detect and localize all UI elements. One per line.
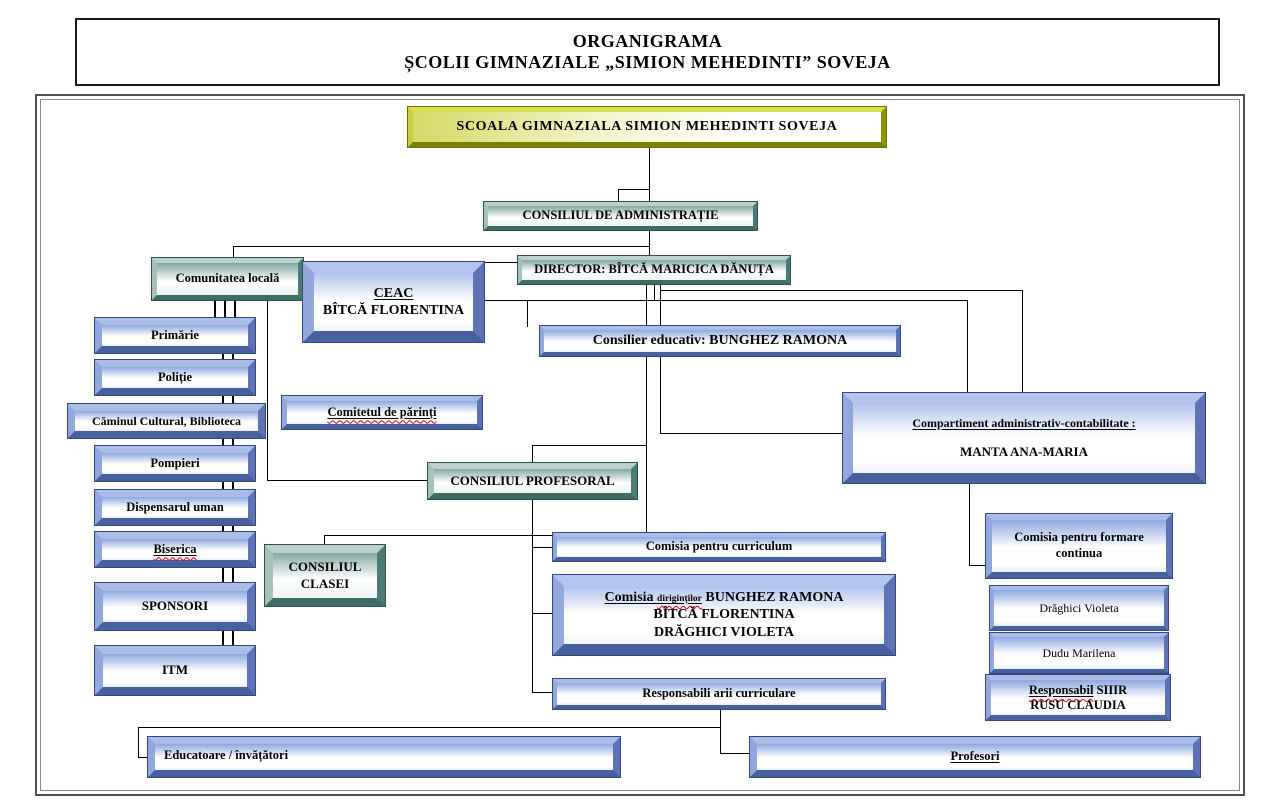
connector [222, 567, 224, 584]
node-comisia-diriginti-name2: BÎTCĂ FLORENTINA [653, 607, 795, 623]
node-itm [95, 646, 255, 695]
connector [483, 300, 968, 301]
node-comunitatea-locala [152, 258, 303, 300]
node-ceac [303, 262, 484, 342]
node-comisia-diriginti-name1: BUNGHEZ RAMONA [705, 589, 844, 605]
node-school [408, 107, 886, 147]
node-responsabil-siiir-word1: Responsabil [1028, 683, 1094, 698]
node-sponsori [95, 583, 255, 630]
connector [654, 284, 655, 301]
node-itm-label: ITM [162, 662, 188, 678]
node-consilier-educativ-label: Consilier educativ: BUNGHEZ RAMONA [592, 333, 848, 349]
connector [138, 727, 139, 758]
node-comunitatea-locala-label: Comunitatea locală [175, 271, 280, 286]
node-comisia-diriginti-name3: DRĂGHICI VIOLETA [654, 624, 794, 640]
node-compartiment-name: MANTA ANA-MARIA [960, 443, 1088, 459]
connector [720, 753, 751, 754]
connector [527, 300, 528, 327]
node-educatoare [148, 737, 620, 777]
connector [222, 630, 224, 647]
node-dispensarul-label: Dispensarul uman [126, 499, 224, 514]
node-comitetul-parinti [282, 396, 482, 429]
page-title-line2: ȘCOLII GIMNAZIALE „SIMION MEHEDINTI” SOVEJA [404, 52, 891, 72]
node-consiliul-profesoral-label: CONSILIUL PROFESORAL [450, 472, 615, 488]
node-compartiment [843, 393, 1205, 483]
node-comisia-curriculum [553, 533, 885, 561]
node-consiliul-profesoral [428, 463, 637, 499]
node-dispensarul [95, 490, 255, 525]
node-profesori [750, 737, 1200, 777]
node-comisia-diriginti-word1: Comisia [604, 589, 654, 605]
connector [618, 189, 619, 203]
connector [267, 480, 429, 481]
connector [618, 189, 650, 190]
node-biserica [95, 532, 255, 567]
node-responsabili-arii [553, 679, 885, 709]
node-primarie [95, 318, 255, 353]
node-sponsori-label: SPONSORI [141, 598, 209, 614]
node-consiliul-clasei-line2: CLASEI [300, 575, 350, 591]
node-consiliul-administratie-label: CONSILIUL DE ADMINISTRAȚIE [522, 208, 719, 223]
connector [483, 262, 518, 263]
connector [214, 300, 216, 319]
node-comisia-diriginti [553, 575, 895, 655]
connector [532, 445, 647, 446]
node-school-label: SCOALA GIMNAZIALA SIMION MEHEDINTI SOVEJA [456, 119, 838, 135]
node-director [518, 256, 790, 284]
connector [649, 145, 650, 202]
node-consiliul-clasei-line1: CONSILIUL [288, 559, 362, 575]
node-comitetul-parinti-label: Comitetul de părinți [327, 404, 437, 419]
connector [660, 433, 844, 434]
connector [232, 630, 234, 647]
connector [1022, 290, 1023, 394]
node-politie-label: Poliție [157, 369, 192, 384]
node-draghici-label: Drăghici Violeta [1039, 600, 1119, 615]
connector [967, 300, 968, 394]
node-ceac-name: BÎTCĂ FLORENTINA [322, 303, 465, 318]
connector [969, 565, 987, 566]
node-responsabil-siiir-word2: SIIIR [1096, 683, 1128, 698]
node-director-label: DIRECTOR: BÎTCĂ MARICICA DĂNUȚA [534, 262, 774, 277]
connector [224, 300, 226, 319]
node-ceac-title: CEAC [373, 285, 414, 301]
node-pompieri [95, 446, 255, 481]
connector [720, 709, 721, 754]
connector [324, 535, 554, 536]
connector [234, 300, 236, 319]
connector [660, 290, 1023, 291]
node-educatoare-label: Educatoare / învățători [164, 748, 289, 762]
node-responsabil-siiir-name: RUSU CLAUDIA [1030, 697, 1126, 712]
node-biserica-label: Biserica [153, 541, 197, 556]
node-consiliul-administratie [484, 202, 757, 230]
node-profesori-label: Profesori [950, 749, 1000, 763]
node-consilier-educativ [540, 326, 900, 356]
connector [233, 246, 650, 247]
node-caminul-cultural-label: Căminul Cultural, Biblioteca [91, 413, 241, 428]
connector [532, 445, 533, 464]
node-comisia-curriculum-label: Comisia pentru curriculum [645, 539, 793, 554]
connector [532, 613, 554, 614]
connector [649, 230, 650, 257]
connector [232, 567, 234, 584]
page-title-box [75, 18, 1220, 86]
node-dudu [990, 633, 1168, 673]
node-dudu-label: Dudu Marilena [1042, 645, 1116, 660]
node-draghici [990, 586, 1168, 630]
connector [532, 499, 533, 693]
connector [532, 692, 554, 693]
connector [969, 483, 970, 566]
node-comisia-formare [986, 514, 1172, 578]
node-responsabil-siiir [986, 675, 1170, 720]
connector [660, 284, 661, 434]
connector [646, 284, 647, 533]
connector [267, 300, 268, 481]
node-responsabili-arii-label: Responsabili arii curriculare [642, 686, 796, 701]
node-consiliul-clasei [265, 545, 385, 606]
node-comisia-diriginti-word2: diriginților [657, 593, 702, 604]
page-title-line1: ORGANIGRAMA [572, 31, 723, 51]
node-compartiment-title: Compartiment administrativ-contabilitate : [912, 415, 1136, 430]
node-pompieri-label: Pompieri [150, 455, 200, 470]
node-primarie-label: Primărie [151, 327, 199, 342]
node-comisia-formare-label: Comisia pentru formare continua [1014, 530, 1144, 560]
node-caminul-cultural [68, 404, 265, 438]
connector [138, 727, 721, 728]
node-politie [95, 360, 255, 395]
connector [532, 547, 554, 548]
